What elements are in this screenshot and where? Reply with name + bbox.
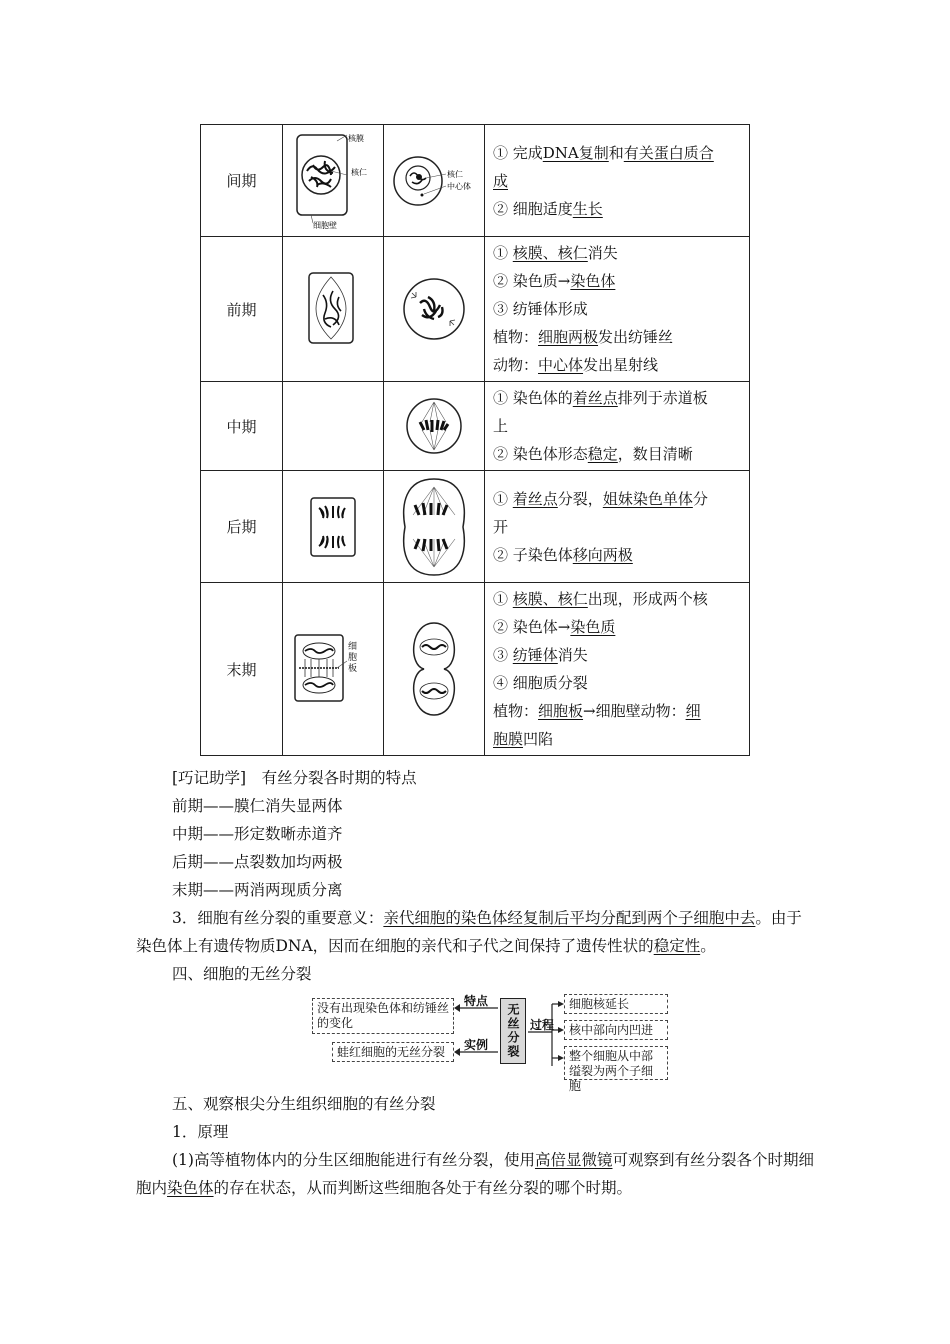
description-line (493, 412, 741, 440)
text-run: →细胞壁动物： (583, 702, 686, 720)
underlined-answer: 染色质 (570, 618, 616, 636)
underlined-answer: 有关蛋白质合 (623, 143, 714, 162)
text-run: 上 (493, 417, 509, 435)
animal-cell-figure (384, 471, 485, 583)
underlined-answer: 纺锤体 (512, 646, 558, 664)
principle-text: 的存在状态，从而判断这些细胞各处于有丝分裂的哪个时期。 (213, 1179, 633, 1197)
label-nucleolus: 核仁 (447, 169, 463, 179)
underlined-answer: 中心体 (538, 356, 584, 374)
table-row (201, 583, 750, 756)
phase-description (485, 382, 750, 471)
label-nuclear-membrane: 核膜 (348, 133, 364, 143)
phase-name: 间期 (201, 125, 283, 237)
text-run: 消失 (587, 244, 618, 262)
description-line (493, 725, 741, 753)
significance-underlined: 亲代细胞的染色体经复制后平均分配到两个子细胞中去 (383, 909, 756, 927)
text-run: ② 细胞适度 (493, 199, 573, 218)
telophase-animal-cell-image (402, 619, 466, 719)
description-line (493, 485, 741, 513)
description-line (493, 323, 741, 351)
table-row (201, 125, 750, 237)
step-box: 整个细胞从中部缢裂为两个子细胞 (564, 1046, 668, 1080)
feature-label: 特点 (464, 994, 489, 1008)
description-line (493, 384, 741, 412)
mnemonic-title: [巧记助学] 有丝分裂各时期的特点 (172, 769, 417, 787)
plant-cell-figure (283, 471, 384, 583)
significance-paragraph (136, 904, 816, 960)
text-run: ③ 纺锤体形成 (493, 300, 588, 318)
description-line (493, 351, 741, 379)
principle-paragraph (136, 1146, 816, 1202)
label-cell-wall: 细胞壁 (313, 220, 337, 230)
mnemonic-line: 中期——形定数晰赤道齐 (172, 825, 343, 843)
underlined-answer: 姐妹染色单体 (602, 489, 693, 508)
anaphase-plant-cell-image (307, 494, 359, 560)
description-line (493, 440, 741, 468)
principle-underlined: 高倍显微镜 (534, 1151, 613, 1169)
example-label: 实例 (464, 1038, 489, 1052)
underlined-answer: 细 (685, 702, 701, 720)
text-run: 分 (692, 489, 708, 508)
plant-cell-figure (283, 237, 384, 382)
label-cell-plate-3: 板 (348, 664, 358, 674)
text-run: ③ (493, 646, 513, 664)
animal-cell-figure (384, 237, 485, 382)
mnemonic-line: 后期——点裂数加均两极 (172, 853, 343, 871)
anaphase-animal-cell-image (397, 475, 471, 579)
text-run: 出现，形成两个核 (587, 590, 708, 608)
underlined-answer: 细胞两极 (538, 328, 599, 346)
underlined-answer: 着丝点 (572, 389, 618, 407)
step-box: 细胞核延长 (564, 994, 668, 1014)
text-run: 排列于赤道板 (617, 389, 708, 407)
text-run: 植物： (493, 328, 539, 346)
mnemonic-block (136, 764, 816, 904)
principle-text: (1)高等植物体内的分生区细胞能进行有丝分裂，使用 (172, 1151, 535, 1169)
underlined-answer: 稳定 (587, 445, 618, 463)
text-run: ① (493, 489, 513, 508)
phase-name: 前期 (201, 237, 283, 382)
example-box: 蛙红细胞的无丝分裂 (332, 1042, 454, 1062)
significance-suffix: 。 (700, 937, 716, 955)
plant-cell-figure (283, 583, 384, 756)
significance-prefix: 3．细胞有丝分裂的重要意义： (172, 909, 384, 927)
phase-description (485, 471, 750, 583)
text-run: 凹陷 (523, 730, 554, 748)
section-title: 五、观察根尖分生组织细胞的有丝分裂 (172, 1095, 436, 1113)
amitosis-diagram (308, 992, 674, 1093)
text-run: ① 完成 (493, 143, 543, 162)
text-run: 消失 (557, 646, 588, 664)
description-line (493, 669, 741, 697)
text-run: 和 (608, 143, 624, 162)
description-line (493, 195, 741, 223)
description-line (493, 641, 741, 669)
label-cell-plate-1: 细 (348, 642, 358, 652)
phase-name: 中期 (201, 382, 283, 471)
underlined-answer: 胞膜 (493, 730, 524, 748)
text-run: 发出纺锤丝 (598, 328, 674, 346)
phase-name: 末期 (201, 583, 283, 756)
underlined-answer: 生长 (572, 199, 603, 218)
phase-description (485, 125, 750, 237)
text-run: ，数目清晰 (617, 445, 693, 463)
label-centrosome: 中心体 (447, 181, 471, 191)
animal-cell-figure (384, 382, 485, 471)
principle-title: 1．原理 (172, 1123, 229, 1141)
amitosis-center-box: 无丝分裂 (500, 998, 526, 1064)
description-line (493, 697, 741, 725)
phase-description (485, 237, 750, 382)
text-run: ② 子染色体 (493, 545, 573, 564)
section-5 (136, 1090, 816, 1202)
principle-underlined: 染色体 (167, 1179, 214, 1197)
step-box: 核中部向内凹进 (564, 1020, 668, 1040)
text-run: ① (493, 244, 513, 262)
plant-cell-figure (283, 125, 384, 237)
interphase-plant-cell-image (291, 131, 375, 231)
plant-cell-figure-empty (283, 382, 384, 471)
section-4-heading (136, 960, 816, 988)
feature-box: 没有出现染色体和纺锤丝的变化 (312, 998, 454, 1034)
text-run: 发出星射线 (583, 356, 659, 374)
description-line (493, 585, 741, 613)
animal-cell-figure (384, 125, 485, 237)
table-row (201, 471, 750, 583)
underlined-answer: DNA复制 (542, 143, 609, 162)
text-run: 植物： (493, 702, 539, 720)
description-line (493, 295, 741, 323)
description-line (493, 139, 741, 167)
phase-name: 后期 (201, 471, 283, 583)
telophase-plant-cell-image (291, 631, 375, 707)
table-row (201, 382, 750, 471)
process-label: 过程 (530, 1018, 555, 1032)
underlined-answer: 染色体 (570, 272, 616, 290)
description-line (493, 513, 741, 541)
label-nucleolus: 核仁 (351, 167, 367, 177)
text-run: 分裂， (557, 489, 603, 508)
text-run: ② 染色体形态 (493, 445, 588, 463)
description-line (493, 613, 741, 641)
text-run: ① (493, 590, 513, 608)
prophase-plant-cell-image (303, 269, 363, 349)
mnemonic-line: 前期——膜仁消失显两体 (172, 797, 343, 815)
underlined-answer: 核膜、核仁 (512, 244, 588, 262)
description-line (493, 167, 741, 195)
metaphase-animal-cell-image (402, 394, 466, 458)
text-run: ② 染色质→ (493, 272, 571, 290)
mnemonic-line: 末期——两消两现质分离 (172, 881, 343, 899)
description-line (493, 239, 741, 267)
underlined-answer: 成 (493, 171, 509, 190)
text-run: 动物： (493, 356, 539, 374)
text-run: ④ 细胞质分裂 (493, 674, 588, 692)
text-run: ② 染色体→ (493, 618, 571, 636)
table-row (201, 237, 750, 382)
phase-description (485, 583, 750, 756)
label-cell-plate-2: 胞 (348, 653, 358, 663)
underlined-answer: 移向两极 (572, 545, 633, 564)
description-line (493, 541, 741, 569)
underlined-answer: 核膜、核仁 (512, 590, 588, 608)
section-title: 四、细胞的无丝分裂 (172, 965, 312, 983)
underlined-answer: 细胞板 (538, 702, 584, 720)
mitosis-phase-table (200, 124, 750, 756)
description-line (493, 267, 741, 295)
animal-cell-figure (384, 583, 485, 756)
prophase-animal-cell-image (398, 273, 470, 345)
significance-underlined-2: 稳定性 (653, 937, 701, 955)
interphase-animal-cell-image (386, 136, 482, 226)
underlined-answer: 着丝点 (512, 489, 558, 508)
text-run: ① 染色体的 (493, 389, 573, 407)
significance-mid: 。由于染色体上有遗传物质DNA，因而在细胞的亲代和子代之间保持了遗传性状的 (136, 909, 802, 955)
text-run: 开 (493, 517, 509, 536)
principle-text: 可观察到有丝分裂各个时期细胞内 (136, 1151, 814, 1197)
